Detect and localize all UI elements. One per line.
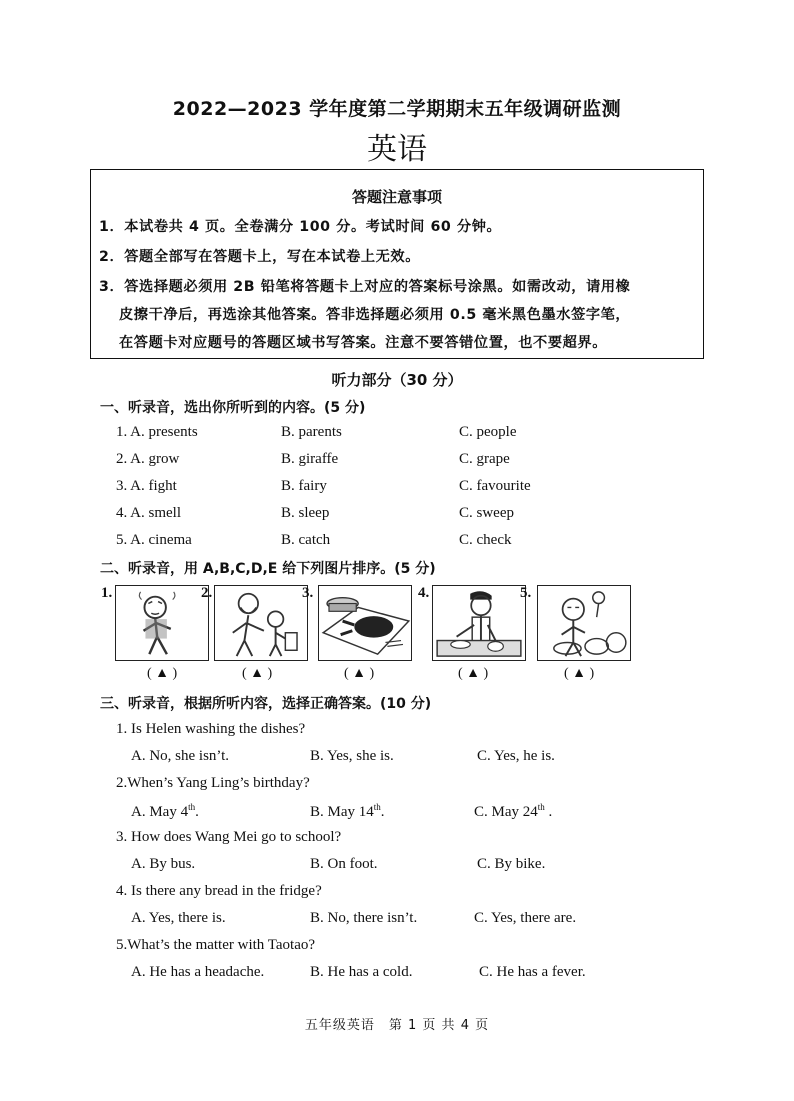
section2-heading: 二、听录音，用 A,B,C,D,E 给下列图片排序。(5 分) bbox=[100, 561, 436, 577]
s3-q2-option-a-text: A. May 4 bbox=[131, 804, 189, 820]
s3-q1-option-c: C. Yes, he is. bbox=[477, 748, 555, 764]
notice-box bbox=[90, 169, 704, 359]
picture-2-answer-mark: ( ▲ ) bbox=[242, 666, 273, 681]
picture-number-2: 2. bbox=[201, 585, 213, 601]
picture-number-4: 4. bbox=[418, 585, 430, 601]
notice-line-4: 皮擦干净后，再选涂其他答案。答非选择题必须用 0.5 毫米黑色墨水签字笔， bbox=[119, 307, 631, 323]
picture-3-answer-mark: ( ▲ ) bbox=[344, 666, 375, 681]
boy-washing-dishes-icon bbox=[433, 586, 525, 660]
s1-q1-option-a: 1. A. presents bbox=[116, 424, 198, 440]
food-on-table-icon bbox=[319, 586, 411, 660]
s3-q4-option-c: C. Yes, there are. bbox=[474, 910, 577, 926]
s1-q4-option-b: B. sleep bbox=[281, 505, 330, 521]
s3-q1-option-a: A. No, she isn’t. bbox=[131, 748, 230, 764]
old-man-with-vegetables-icon bbox=[538, 586, 630, 660]
listening-heading: 听力部分（30 分） bbox=[331, 371, 463, 389]
picture-1-answer-mark: ( ▲ ) bbox=[147, 666, 178, 681]
s3-question-5: 5.What’s the matter with Taotao? bbox=[116, 937, 316, 953]
picture-2 bbox=[214, 585, 308, 661]
s3-q5-option-a: A. He has a headache. bbox=[131, 964, 265, 980]
s3-question-3: 3. How does Wang Mei go to school? bbox=[116, 829, 342, 845]
s1-q2-option-b: B. giraffe bbox=[281, 451, 339, 467]
picture-5-answer-mark: ( ▲ ) bbox=[564, 666, 595, 681]
picture-number-1: 1. bbox=[101, 585, 113, 601]
notice-line-5: 在答题卡对应题号的答题区域书写答案。注意不要答错位置，也不要超界。 bbox=[119, 335, 607, 351]
s3-question-1: 1. Is Helen washing the dishes? bbox=[116, 721, 306, 737]
s1-q3-option-a: 3. A. fight bbox=[116, 478, 177, 494]
notice-line-2: 2．答题全部写在答题卡上，写在本试卷上无效。 bbox=[99, 249, 421, 265]
s3-q2-option-c-text: C. May 24 bbox=[474, 804, 538, 820]
page-footer: 五年级英语 第 1 页 共 4 页 bbox=[304, 1018, 490, 1033]
notice-heading: 答题注意事项 bbox=[351, 188, 442, 206]
s3-q2-option-c bbox=[474, 802, 552, 821]
s3-q2-option-b bbox=[310, 802, 385, 821]
s3-q5-option-c: C. He has a fever. bbox=[479, 964, 586, 980]
s1-q2-option-c: C. grape bbox=[459, 451, 510, 467]
s3-q4-option-a: A. Yes, there is. bbox=[131, 910, 226, 926]
exam-title: 2022—2023 学年度第二学期期末五年级调研监测 bbox=[172, 98, 622, 120]
s3-q2-option-b-text: B. May 14 bbox=[310, 804, 374, 820]
picture-5 bbox=[537, 585, 631, 661]
old-man-with-child-icon bbox=[215, 586, 307, 660]
s3-q3-option-c: C. By bike. bbox=[477, 856, 546, 872]
picture-4 bbox=[432, 585, 526, 661]
s3-q5-option-b: B. He has a cold. bbox=[310, 964, 413, 980]
picture-number-5: 5. bbox=[520, 585, 532, 601]
s1-q4-option-a: 4. A. smell bbox=[116, 505, 182, 521]
s1-q3-option-c: C. favourite bbox=[459, 478, 531, 494]
picture-3 bbox=[318, 585, 412, 661]
picture-4-answer-mark: ( ▲ ) bbox=[458, 666, 489, 681]
section3-heading: 三、听录音，根据所听内容，选择正确答案。(10 分) bbox=[100, 696, 432, 712]
picture-1 bbox=[115, 585, 209, 661]
s3-q3-option-b: B. On foot. bbox=[310, 856, 378, 872]
s3-q2-option-b-sup: th bbox=[373, 802, 381, 812]
s3-q2-option-c-sup: th bbox=[537, 802, 545, 812]
s1-q5-option-c: C. check bbox=[459, 532, 512, 548]
s3-question-2: 2.When’s Yang Ling’s birthday? bbox=[116, 775, 310, 791]
s3-q2-option-c-tail: . bbox=[544, 804, 553, 820]
picture-number-3: 3. bbox=[302, 585, 314, 601]
notice-line-3: 3．答选择题必须用 2B 铅笔将答题卡上对应的答案标号涂黑。如需改动，请用橡 bbox=[99, 279, 631, 295]
s3-q2-option-a bbox=[131, 802, 199, 821]
s3-q1-option-b: B. Yes, she is. bbox=[310, 748, 394, 764]
s1-q3-option-b: B. fairy bbox=[281, 478, 327, 494]
subject-title: 英语 bbox=[367, 132, 427, 167]
notice-line-1: 1．本试卷共 4 页。全卷满分 100 分。考试时间 60 分钟。 bbox=[99, 219, 502, 235]
s1-q5-option-b: B. catch bbox=[281, 532, 331, 548]
s1-q5-option-a: 5. A. cinema bbox=[116, 532, 192, 548]
s3-q2-option-a-sup: th bbox=[188, 802, 196, 812]
s1-q4-option-c: C. sweep bbox=[459, 505, 514, 521]
s1-q1-option-c: C. people bbox=[459, 424, 517, 440]
section1-heading: 一、听录音，选出你所听到的内容。(5 分) bbox=[100, 400, 366, 416]
s3-q4-option-b: B. No, there isn’t. bbox=[310, 910, 418, 926]
s3-q2-option-b-tail: . bbox=[380, 804, 385, 820]
s1-q1-option-b: B. parents bbox=[281, 424, 342, 440]
s3-q3-option-a: A. By bus. bbox=[131, 856, 196, 872]
s3-question-4: 4. Is there any bread in the fridge? bbox=[116, 883, 322, 899]
person-with-cold-icon bbox=[116, 586, 208, 660]
s1-q2-option-a: 2. A. grow bbox=[116, 451, 180, 467]
s3-q2-option-a-tail: . bbox=[195, 804, 199, 820]
